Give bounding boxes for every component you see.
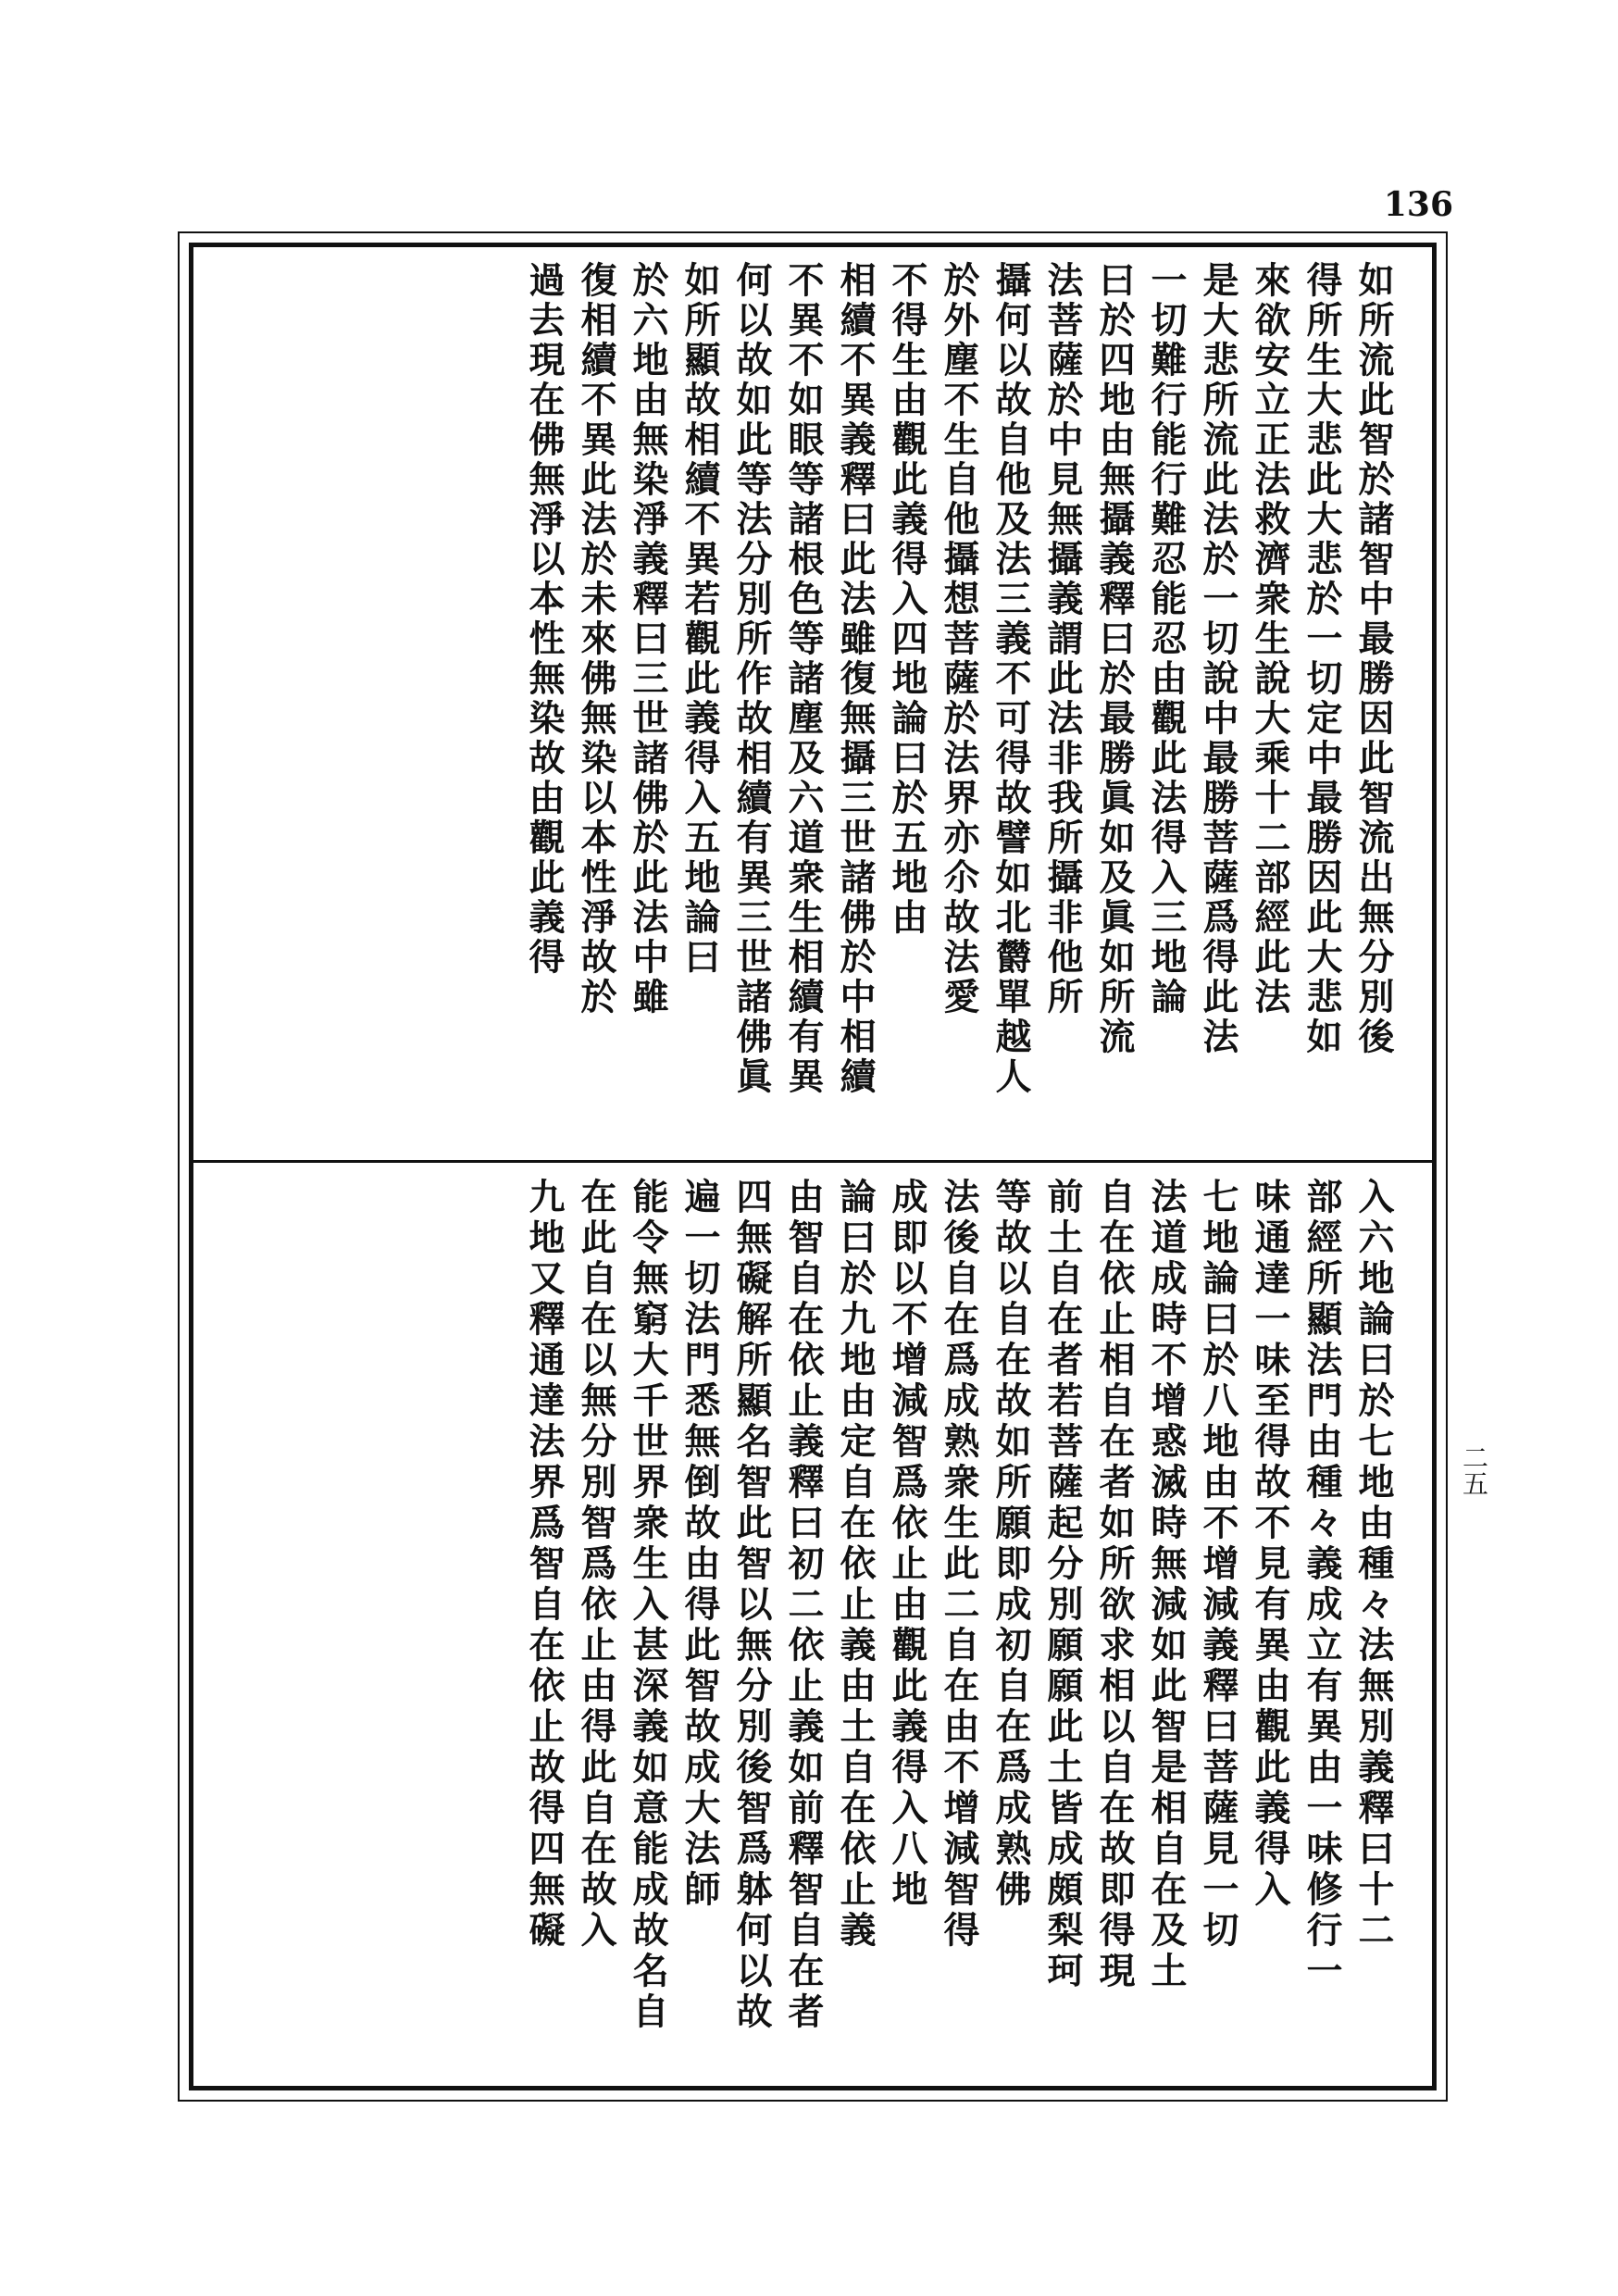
upper-text-block [224,261,1400,1142]
text-column: 如所顯故相續不異若觀此義得入五地論曰 [678,261,721,978]
text-column: 法後自在爲成熟衆生此二自在由不增減智得 [938,1178,980,1952]
page-number: 136 [1383,185,1453,224]
text-column: 得所生大悲此大悲於一切定中最勝因此大悲如 [1301,261,1343,1057]
text-column: 在此自在以無分別智爲依止由得此自在故入 [575,1178,617,1952]
text-column: 前土自在者若菩薩起分別願願此土皆成頗梨珂 [1041,1178,1084,1992]
text-column: 能令無窮大千世界衆生入甚深義如意能成故名自 [627,1178,669,2033]
text-column: 相續不異義釋曰此法雖復無攝三世諸佛於中相續 [834,261,877,1097]
lower-text-block [224,1178,1400,2076]
text-column: 來欲安立正法救濟衆生說大乘十二部經此法 [1249,261,1291,1017]
margin-folio: 二五 [1459,1444,1489,1496]
text-column: 遍一切法門悉無倒故由得此智故成大法師 [678,1178,721,1911]
text-column: 九地又釋通達法界爲智自在依止故得四無礙 [523,1178,566,1952]
text-column: 七地論曰於八地由不增減義釋曰菩薩見一切 [1197,1178,1239,1952]
text-column: 部經所顯法門由種々義成立有異由一味修行一 [1301,1178,1343,1992]
text-column: 法菩薩於中見無攝義謂此法非我所攝非他所 [1041,261,1084,1017]
text-column: 自在依止相自在者如所欲求相以自在故即得現 [1093,1178,1136,1992]
text-column: 攝何以故自他及法三義不可得故譬如北欝單越人 [989,261,1032,1097]
text-column: 一切難行能行難忍能忍由觀此法得入三地論 [1145,261,1188,1017]
text-column: 不得生由觀此義得入四地論曰於五地由 [886,261,928,938]
text-column: 曰於四地由無攝義釋曰於最勝眞如及眞如所流 [1093,261,1136,1057]
text-column: 成即以不增減智爲依止由觀此義得入八地 [886,1178,928,1911]
text-column: 過去現在佛無淨以本性無染故由觀此義得 [523,261,566,978]
text-column: 四無礙解所顯名智此智以無分別後智爲躰何以故 [730,1178,773,2033]
section-divider [193,1160,1432,1163]
text-column: 等故以自在故如所願即成初自在爲成熟佛 [989,1178,1032,1911]
text-column: 於六地由無染淨義釋曰三世諸佛於此法中雖 [627,261,669,1017]
text-column: 由智自在依止義釋曰初二依止義如前釋智自在者 [782,1178,825,2033]
text-column: 如所流此智於諸智中最勝因此智流出無分別後 [1352,261,1395,1057]
text-column: 法道成時不增惑滅時無減如此智是相自在及土 [1145,1178,1188,1992]
text-column: 論曰於九地由定自在依止義由土自在依止義 [834,1178,877,1952]
text-column: 何以故如此等法分別所作故相續有異三世諸佛眞 [730,261,773,1097]
text-column: 入六地論曰於七地由種々法無別義釋曰十二 [1352,1178,1395,1952]
text-column: 不異不如眼等諸根色等諸塵及六道衆生相續有異 [782,261,825,1097]
text-column: 復相續不異此法於未來佛無染以本性淨故於 [575,261,617,1017]
text-column: 於外塵不生自他攝想菩薩於法界亦尒故法愛 [938,261,980,1017]
text-column: 是大悲所流此法於一切說中最勝菩薩爲得此法 [1197,261,1239,1057]
text-column: 味通達一味至得故不見有異由觀此義得入 [1249,1178,1291,1911]
